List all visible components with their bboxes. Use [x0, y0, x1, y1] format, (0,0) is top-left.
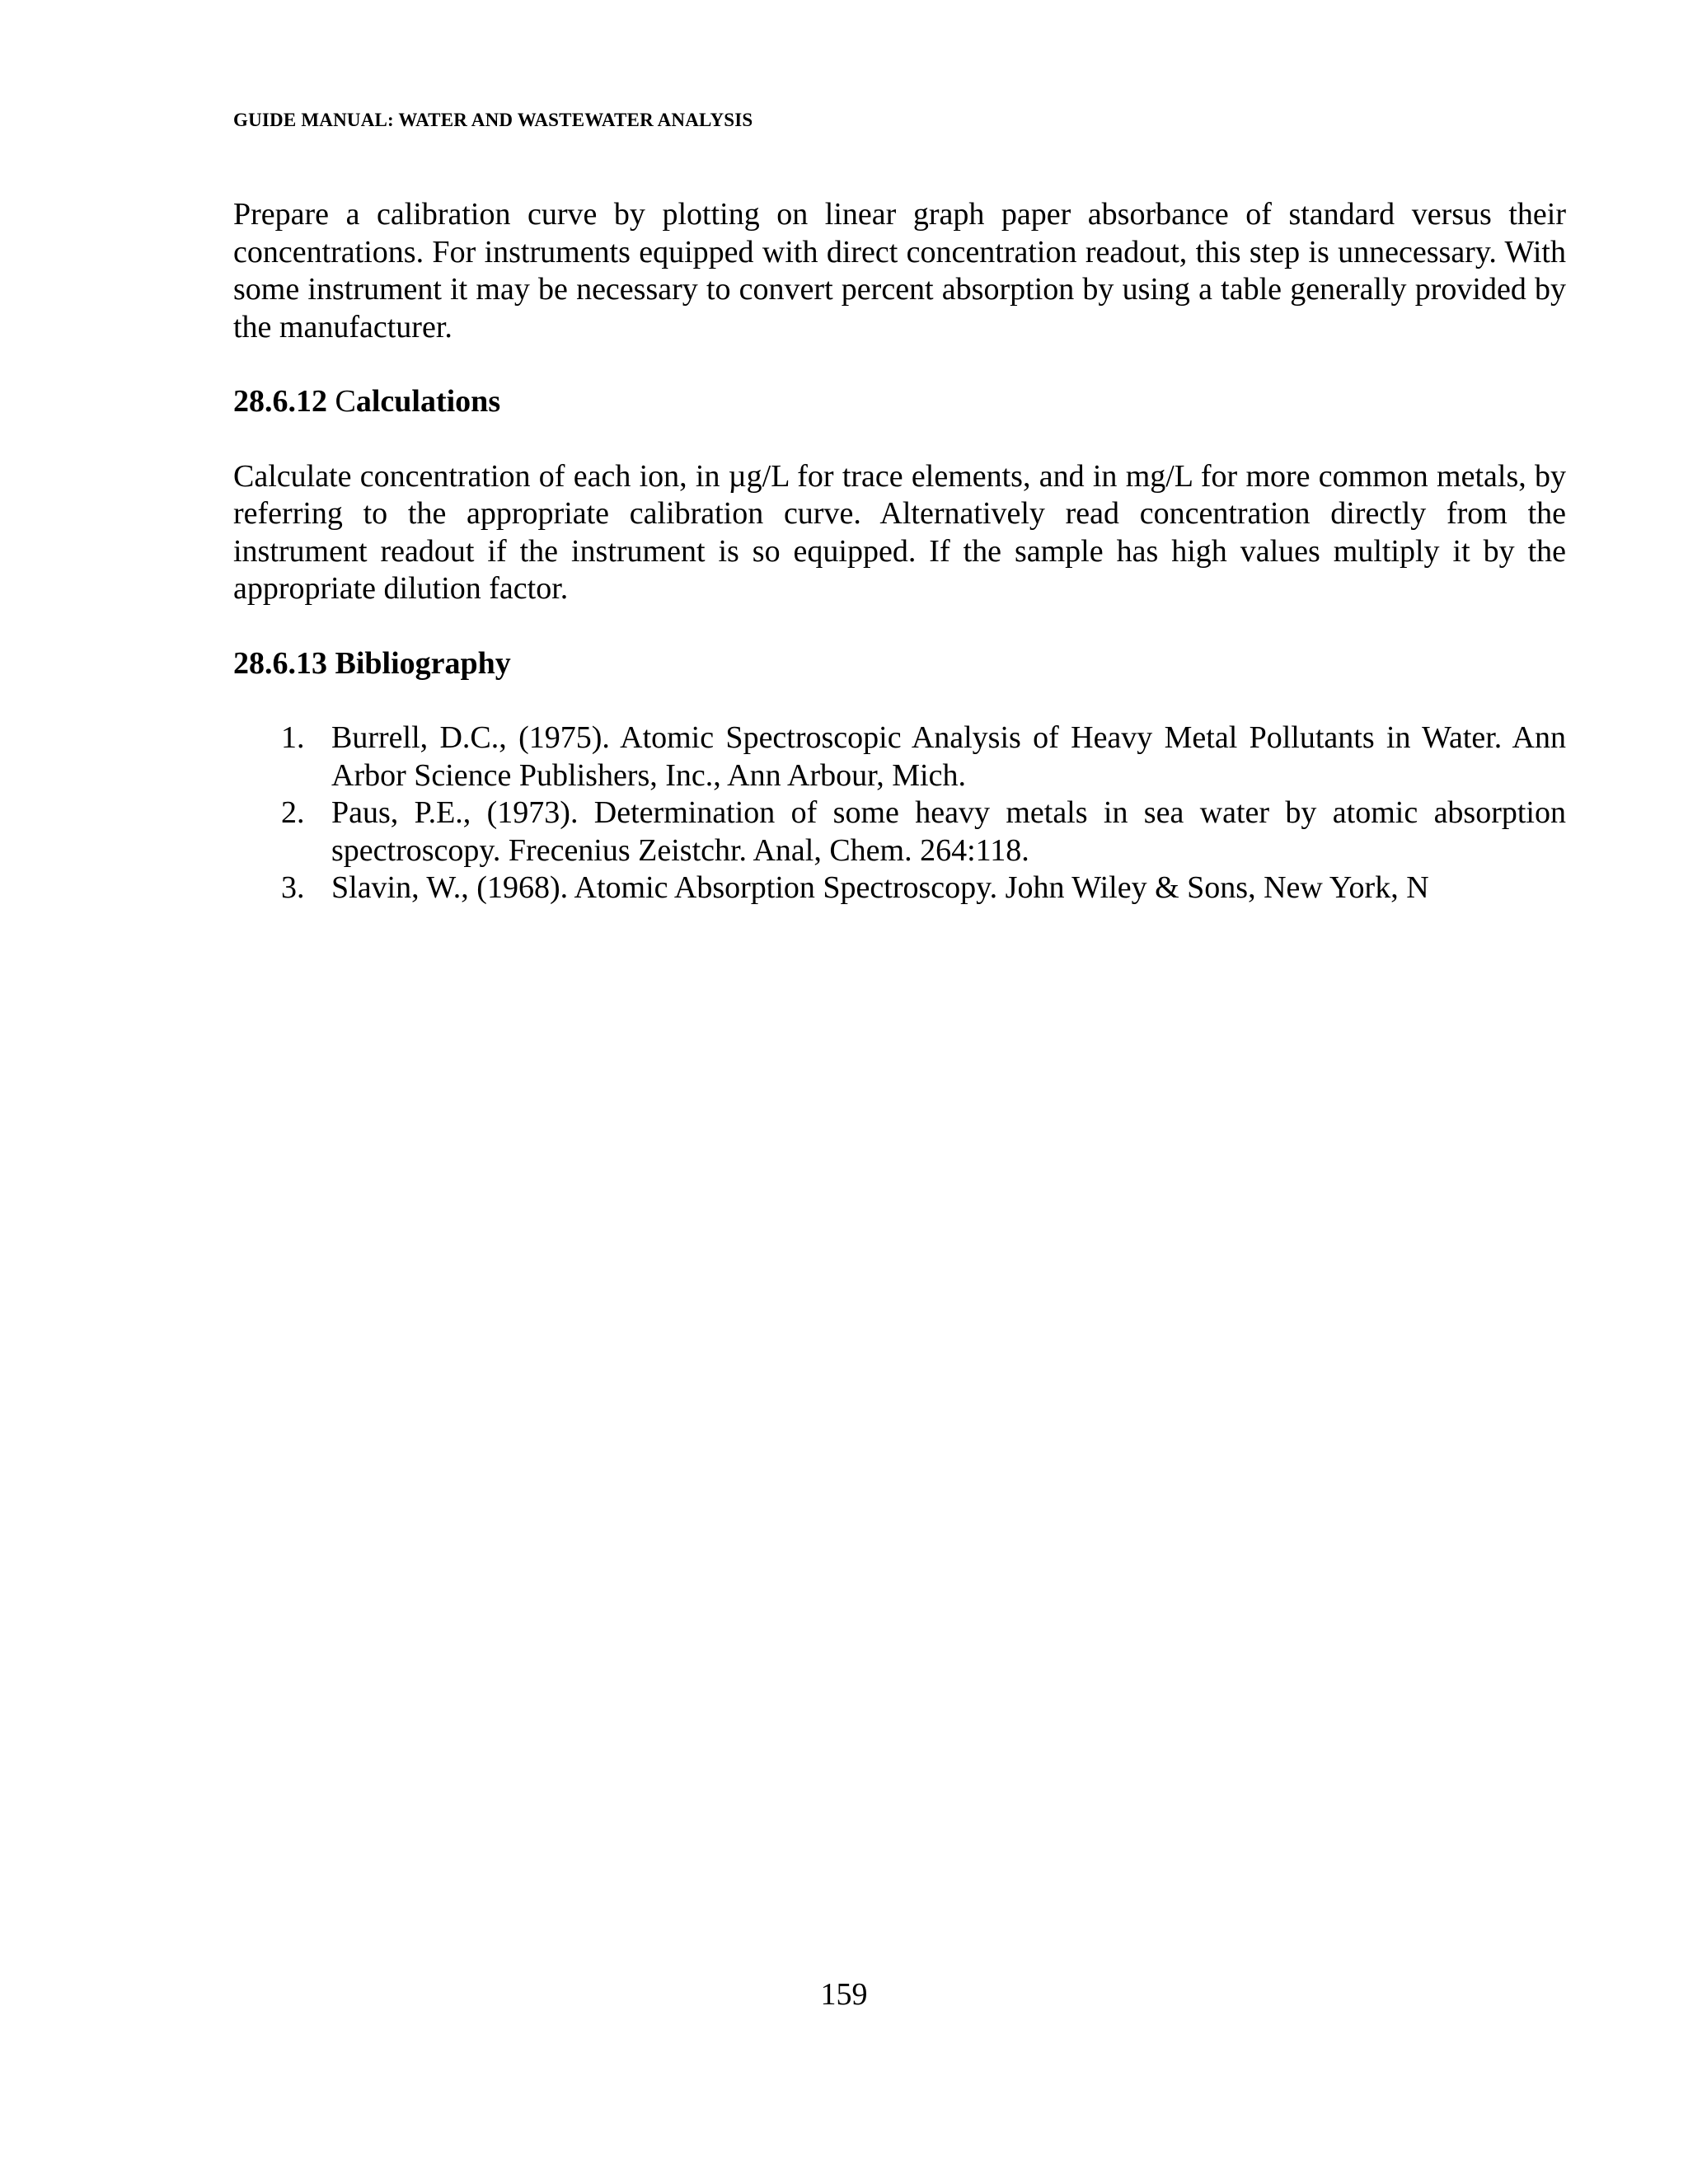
bibliography-item [233, 869, 1566, 907]
running-header: GUIDE MANUAL: WATER AND WASTEWATER ANALYSIS [233, 110, 753, 130]
section-title-rest: alculations [355, 384, 501, 419]
bibliography-list [233, 719, 1566, 907]
section-title: Bibliography [335, 645, 511, 681]
bibliography-item [233, 794, 1566, 869]
section-title-initial: C [335, 384, 356, 419]
reference-text: Slavin, W., (1968). Atomic Absorption Spectroscopy. John Wiley & Sons, New York, N [331, 870, 1429, 905]
calibration-paragraph: Prepare a calibration curve by plotting on linear graph paper absorbance of standard versus their concentrations. For instruments equipped with direct concentration readout, this step is unnecessary. With some instrument it may be necessary to convert percent absorption by using a table generally provided by the manufacturer. [233, 197, 1566, 344]
reference-text: Paus, P.E., (1973). Determination of some heavy metals in sea water by atomic absorption spectroscopy. Frecenius Zeistchr. Anal, Chem. 264:118. [331, 795, 1566, 868]
section-number: 28.6.13 [233, 645, 327, 681]
section-heading-bibliography [233, 645, 1566, 683]
page-number: 159 [820, 1977, 868, 2012]
bibliography-item [233, 719, 1566, 794]
calculations-paragraph: Calculate concentration of each ion, in µg/L for trace elements, and in mg/L for more common metals, by referring to the appropriate calibration curve. Alternatively read concentration directly from the instrument readout if the instrument is so equipped. If the sample has high values multiply it by the appropriate dilution factor. [233, 458, 1566, 606]
section-heading-calculations [233, 383, 1566, 421]
page-content [233, 196, 1566, 907]
reference-number: 2. [281, 795, 305, 830]
section-number: 28.6.12 [233, 384, 327, 419]
reference-text: Burrell, D.C., (1975). Atomic Spectroscopic Analysis of Heavy Metal Pollutants in Water. Ann Arbor Science Publishers, Inc., Ann Arbour, Mich. [331, 720, 1566, 793]
reference-number: 1. [281, 720, 305, 755]
reference-number: 3. [281, 870, 305, 905]
